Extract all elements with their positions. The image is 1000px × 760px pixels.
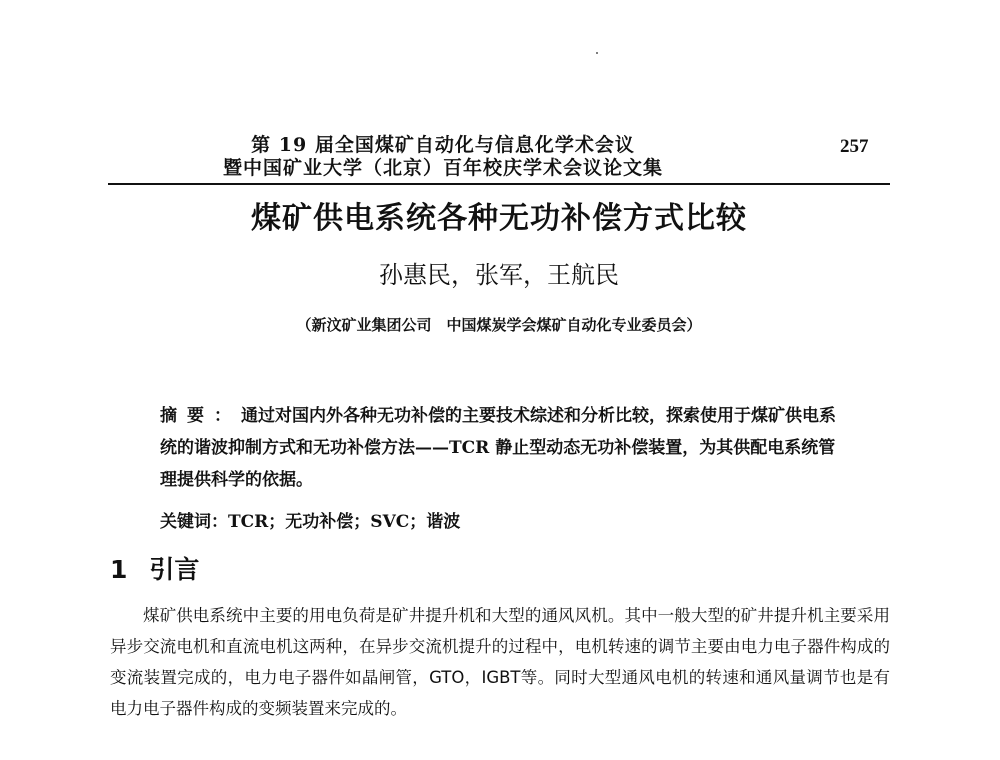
header-rule [108,183,890,185]
abstract [160,400,850,496]
section-number: 1 [110,555,128,584]
paper-affiliation: （新汶矿业集团公司 中国煤炭学会煤矿自动化专业委员会） [296,316,702,334]
keywords-label: 关键词： [160,512,228,532]
keywords-text: TCR；无功补偿；SVC；谐波 [228,512,461,532]
running-header-line1: 第 19 届全国煤矿自动化与信息化学术会议 [251,134,635,156]
paper-authors: 孙惠民，张军，王航民 [379,261,619,289]
scan-speck [596,52,598,54]
page-number: 257 [840,136,869,157]
abstract-label: 摘要： [160,406,241,426]
section-heading [110,554,199,586]
keywords [160,510,850,534]
abstract-text: 通过对国内外各种无功补偿的主要技术综述和分析比较，探索使用于煤矿供电系统的谐波抑制方式和无功补偿方法——TCR 静止型动态无功补偿装置，为其供配电系统管理提供科学的依据。 [160,406,836,490]
paper-title: 煤矿供电系统各种无功补偿方式比较 [251,201,747,236]
body-paragraph: 煤矿供电系统中主要的用电负荷是矿井提升机和大型的通风风机。其中一般大型的矿井提升机主要采用异步交流电机和直流电机这两种，在异步交流机提升的过程中，电机转速的调节主要由电力电子器件构成的变流装置完成的，电力电子器件如晶闸管，GTO，IGBT等。同时大型通风电机的转速和通风量调节也是有电力电子器件构成的变频装置来完成的。 [110,606,890,718]
section-title: 引言 [149,555,200,584]
running-header-line2: 暨中国矿业大学（北京）百年校庆学术会议论文集 [222,157,663,179]
